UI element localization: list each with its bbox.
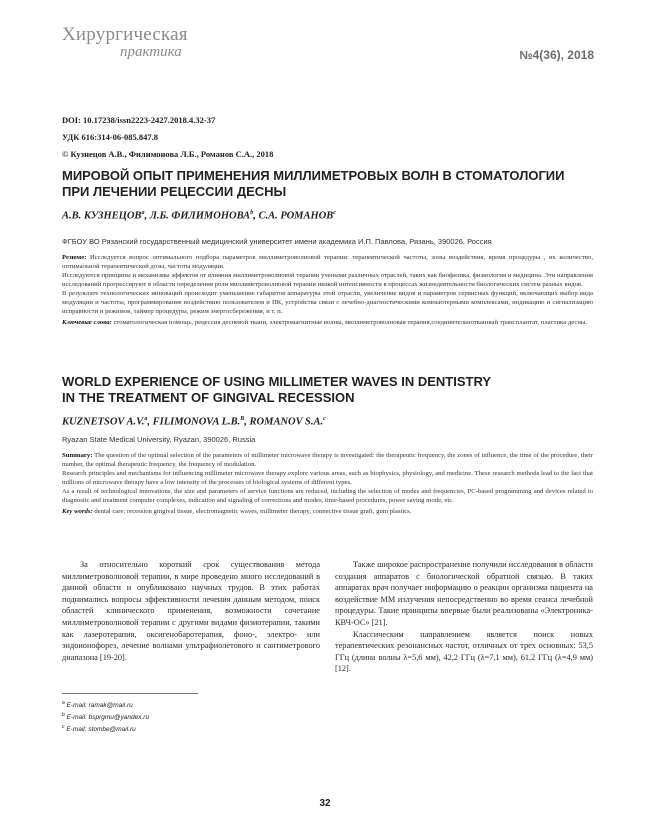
page-number: 32 <box>319 798 331 809</box>
en-keywords: Key words: dental care; recession gingival tissue, electromagnetic waves, millimeter therapy, connective tissue graft, gum plastics. <box>62 508 412 515</box>
ru-authors: А.В. КУЗНЕЦОВ$^a$, Л.Б. ФИЛИМОНОВА$^b$, С.А. РОМАНОВ$^c$ <box>62 210 336 222</box>
ru-summary-p3: В результате технологических инноваций происходит уменьшение габаритов аппаратуры этой отрасли, увеличение видов и параметров сервисных функций, включающих выбор вида модуляции и частоты, программирование воздействию пользователем и ПК, устройства связи с лечебно-диагностическими компьютерными комплексами, индикацию и сигнализацию исправности и режимов, таймер процедуры, режим энергосбережения, и т. п. <box>62 290 593 315</box>
en-summary-p1: Summary: The question of the optimal selection of the parameters of millimeter microwave therapy is investigated: the therapeutic frequency, the zones of influence, the time of the procedure, their number, the optimal therapeutic frequency, the frequency of modulation. <box>62 452 593 468</box>
footnote-email-a[interactable]: $^a$ E-mail: ramak@mail.ru <box>62 700 133 710</box>
udk: УДК 616:314-06-085.847.8 <box>62 132 159 142</box>
ru-author-2-sup: b <box>250 210 254 216</box>
en-title-line1: WORLD EXPERIENCE OF USING MILLIMETER WAVES IN DENTISTRY <box>62 374 492 389</box>
ru-author-2: Л.Б. ФИЛИМОНОВА <box>149 210 251 222</box>
journal-logo-subtitle: практика <box>120 44 182 60</box>
ru-author-1: А.В. КУЗНЕЦОВ <box>62 210 142 222</box>
en-author-3: ROMANOV S.A. <box>249 416 324 428</box>
en-authors: KUZNETSOV A.V.$^a$, FILIMONOVA L.B.$^B$, ROMANOV S.A.$^c$ <box>62 416 326 428</box>
en-summary-label: Summary: <box>62 452 93 459</box>
journal-logo-title: Хирургическая <box>62 24 188 45</box>
en-keywords-label: Key words: <box>62 508 93 515</box>
en-abstract <box>62 451 593 516</box>
footnote-divider <box>62 693 198 694</box>
body-left-paragraph-1: За относительно короткий срок существования метода миллиметроволновой терапии, в мире проведено много исследований в данной области и опубликовано научных трудов. В этих работах поднимались вопросы эффективности лечения данным методом, поиск областей клинического применения, возможности сочетание миллиметроволновой терапии с другими видами физиотерапии, такими как лазеротерапия, оксигенобаротерапия, фоно-, электро- или эндоионофорез, лечение волнами ультрафиолетового и сантиметрового диапазона [19-20]. <box>62 560 320 662</box>
ru-abstract <box>62 253 593 327</box>
ru-summary-label: Резюме: <box>62 254 87 261</box>
ru-author-3-sup: c <box>333 210 336 216</box>
body-right-column <box>335 559 593 675</box>
en-author-3-sup: c <box>323 416 326 422</box>
en-affiliation: Ryazan State Medical University, Ryazan, 390026, Russia <box>62 435 256 444</box>
en-summary-p2: Research principles and mechanisms for influencing millimeter microwave therapy explore various areas, such as biophysics, physiology, and medicine. These research methods lead to the fact that millions of microwave therapy have a low intensity of the processes of biological systems of different types. <box>62 470 593 486</box>
body-left-column <box>62 559 320 663</box>
en-summary-p3: As a result of technological innovations, the size and parameters of service functions are reduced, including the selection of modes and frequencies, PC-based programming and devices related to diagnostic and treatment computer complexes, indication and signaling of corrections and modes, time-based procedures, power saving mode, etc. <box>62 488 593 504</box>
ru-title-line2: ПРИ ЛЕЧЕНИИ РЕЦЕССИИ ДЕСНЫ <box>62 184 287 199</box>
ru-affiliation: ФГБОУ ВО Рязанский государственный медицинский университет имени академика И.П. Павлова, Рязань, 390026, Россия <box>62 237 492 246</box>
body-right-paragraph-1: Также широкое распространение получили исследования в области создания аппаратов с биологической обратной связью. В таких аппаратах врач получает информацию о реакции организма пациента на воздействие ММ излучения непосредственно во время сеанса лечебной процедуры. Такие принципы впервые были реализованы «Электроника-КВЧ-ОС» [21]. <box>335 560 593 627</box>
ru-author-1-sup: a <box>141 210 145 216</box>
copyright: © Кузнецов А.В., Филимонова Л.Б., Романов С.А., 2018 <box>62 149 274 159</box>
en-title <box>62 374 592 406</box>
ru-summary-p1: Резюме: Исследуется вопрос оптимального подбора параметров миллиметроволновой терапии: терапевтической частоты, зоны воздействия, время процедуры , их количество, оптимальной терапевтической дозы, частоты модуляции. <box>62 254 593 270</box>
body-right-paragraph-2: Классическим направлением является поиск новых терапевтических резонансных частот, отличных от трех основных: 53,5 ГГц (длина волны λ=5,6 мм), 42,2 ГГц (λ=7,1 мм), 61,2 ГГц (λ=4,9 мм) [12]. <box>335 629 593 674</box>
ru-author-3: С.А. РОМАНОВ <box>258 210 334 222</box>
en-author-2-sup: B <box>240 416 245 422</box>
ru-title <box>62 168 592 200</box>
en-author-1: KUZNETSOV A.V. <box>62 416 145 428</box>
en-title-line2: IN THE TREATMENT OF GINGIVAL RECESSION <box>62 390 355 405</box>
ru-title-line1: МИРОВОЙ ОПЫТ ПРИМЕНЕНИЯ МИЛЛИМЕТРОВЫХ ВОЛН В СТОМАТОЛОГИИ <box>62 168 565 183</box>
ru-keywords: Ключевые слова: стоматологическая помощь, рецессия десневой ткани, электромагнитные волны, миллиметроволновая терапия,соединительнотканный трансплантат, пластика десны. <box>62 319 588 326</box>
en-author-2: FILIMONOVA L.B. <box>152 416 241 428</box>
en-author-1-sup: a <box>144 416 148 422</box>
ru-summary-p2: Исследуются принципы и механизмы эффектов от влияния миллиметроволновой терапии учеными различных отраслей, таких как биофизика, физиология и медицина. Эти направления исследований прогрессируют в области определения роли миллиметроволновой терапии низкой интенсивности в процессах жизнедеятельности биологических систем разных видов. <box>62 272 593 288</box>
ru-keywords-label: Ключевые слова: <box>62 319 112 326</box>
footnote-email-c[interactable]: $^c$ E-mail: stombe@mail.ru <box>62 724 136 734</box>
issue-number: №4(36), 2018 <box>519 48 594 62</box>
doi[interactable]: DOI: 10.17238/issn2223-2427.2018.4.32-37 <box>62 115 216 125</box>
footnote-email-b[interactable]: $^b$ E-mail: bsprgmu@yandex.ru <box>62 712 150 722</box>
